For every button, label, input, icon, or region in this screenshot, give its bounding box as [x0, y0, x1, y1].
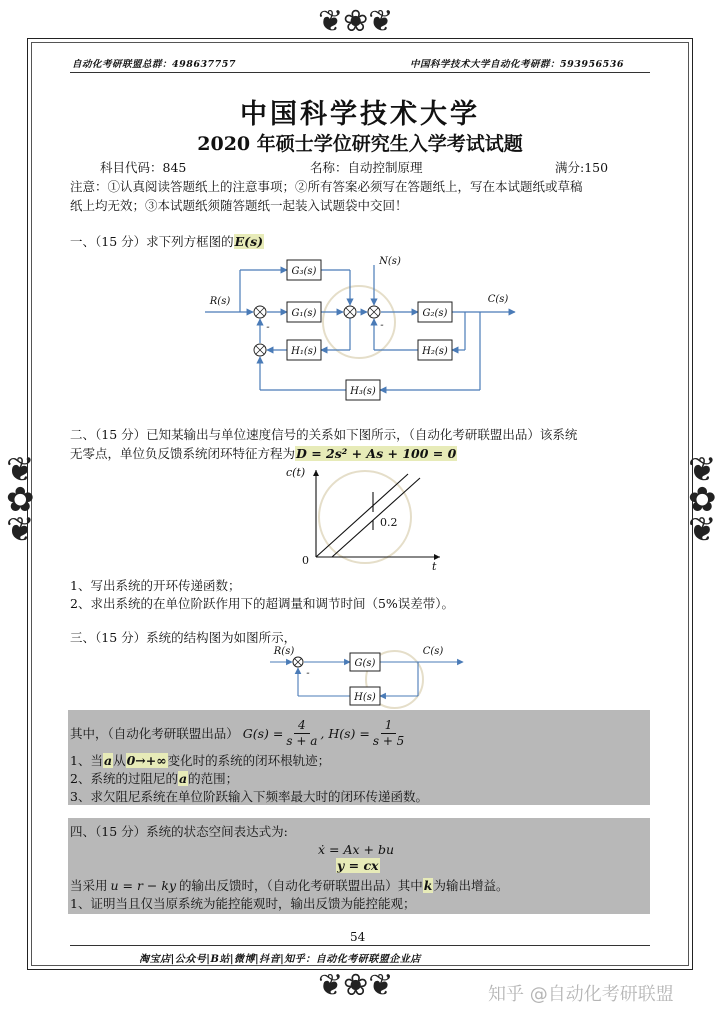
- q1-expr: E(s): [234, 234, 264, 249]
- q2-equation: D = 2s² + As + 100 = 0: [296, 446, 457, 461]
- q1-block-diagram: [200, 250, 530, 410]
- q3-item1-post: 变化时的系统的闭环根轨迹；: [167, 753, 331, 768]
- q3-item2: [70, 769, 238, 788]
- label-g: G(s): [354, 658, 376, 669]
- q4-label: 四、（15 分）系统的状态空间表达式为:: [70, 824, 288, 839]
- q3-label: 三、（15 分）系统的结构图为如图所示，: [70, 630, 297, 645]
- label-n: N(s): [379, 256, 401, 267]
- g-fraction: [286, 718, 317, 749]
- subject-code: 科目代码：845: [100, 160, 187, 175]
- param-a: a: [103, 753, 113, 768]
- q3-item2-post: 的范围；: [188, 771, 239, 786]
- q2-line2: [70, 444, 457, 463]
- footer-rule: [70, 945, 650, 946]
- q3-where-text: 其中，（自动化考研联盟出品）: [70, 726, 239, 741]
- graph-xlabel: t: [432, 560, 437, 572]
- q4-eq1: ẋ = Ax + bu: [318, 842, 395, 857]
- header-rule: [70, 72, 650, 73]
- footer-text: 淘宝店|公众号|B站|微博|抖音|知乎：自动化考研联盟企业店: [139, 954, 421, 965]
- bottom-ornament: ❦❀❦: [318, 968, 394, 1003]
- q4-feedback: u = r − ky: [110, 878, 177, 893]
- g-numerator: 4: [294, 718, 310, 734]
- param-a: a: [178, 771, 188, 786]
- q2-line2-text: 无零点，单位负反馈系统闭环特征方程为: [70, 446, 296, 461]
- label-h3: H₃(s): [350, 386, 376, 397]
- q1-text: 一、（15 分）求下列方框图的: [70, 234, 234, 249]
- label-r: R(s): [273, 646, 295, 657]
- notice-line2: 纸上均无效；③本试题纸须随答题纸一起装入试题袋中交回！: [70, 198, 408, 213]
- q4-line-pre: 当采用: [70, 878, 108, 893]
- q2-line1: 二、（15 分）已知某输出与单位速度信号的关系如下图所示，（自动化考研联盟出品）该系统: [70, 427, 578, 442]
- header-left: 自动化考研联盟总群：498637757: [72, 59, 236, 70]
- subject-name: 名称：自动控制原理: [310, 160, 423, 175]
- q3-item1: [70, 751, 330, 770]
- zhihu-watermark: 知乎 @自动化考研联盟: [488, 984, 674, 1005]
- q3-item2-pre: 2、系统的过阻尼的: [70, 771, 178, 786]
- g-lhs: G(s) =: [242, 726, 284, 741]
- h-numerator: 1: [381, 718, 397, 734]
- h-fraction: [373, 718, 404, 749]
- top-ornament: ❦❀❦: [318, 4, 394, 39]
- label-g2: G₂(s): [422, 308, 448, 319]
- q3-block-diagram: [268, 644, 468, 714]
- q3-item1-mid: 从: [113, 753, 126, 768]
- q3-item1-pre: 1、当: [70, 753, 103, 768]
- header-right: 中国科学技术大学自动化考研群：593956536: [410, 59, 624, 70]
- label-r: R(s): [209, 296, 231, 307]
- label-c: C(s): [422, 646, 444, 657]
- q3-where: [70, 718, 407, 749]
- q4-eq2: y = cx: [337, 858, 379, 873]
- minus-sign: -: [380, 320, 384, 331]
- q4-line: [70, 876, 508, 895]
- param-range: 0→+∞: [126, 753, 167, 768]
- q4-item1: 1、证明当且仅当原系统为能控能观时，输出反馈为能控能观；: [70, 896, 416, 911]
- minus-sign: -: [266, 322, 270, 333]
- label-g3: G₃(s): [291, 266, 317, 277]
- h-denominator: s + 5: [372, 734, 405, 748]
- graph-ylabel: c(t): [286, 466, 306, 479]
- right-ornament: ❦ ✿ ❦: [688, 450, 717, 550]
- label-c: C(s): [487, 294, 509, 305]
- q3-item3: 3、求欠阻尼系统在单位阶跃输入下频率最大时的闭环传递函数。: [70, 789, 428, 804]
- label-h1: H₁(s): [291, 346, 317, 357]
- notice-line1: 注意：①认真阅读答题纸上的注意事项；②所有答案必须写在答题纸上，写在本试题纸或草稿: [70, 179, 583, 194]
- q4-line-post: 为输出增益。: [433, 878, 509, 893]
- q2-response-graph: [280, 462, 450, 572]
- g-denominator: s + a: [286, 734, 318, 748]
- full-score: 满分:150: [555, 160, 609, 175]
- h-lhs: , H(s) =: [320, 726, 370, 741]
- q2-item2: 2、求出系统的在单位阶跃作用下的超调量和调节时间（5%误差带）。: [70, 596, 455, 611]
- university-title: 中国科学技术大学: [240, 99, 480, 130]
- param-k: k: [423, 878, 433, 893]
- minus-sign: -: [306, 668, 310, 679]
- page-number: 54: [350, 930, 366, 944]
- graph-origin: 0: [302, 554, 309, 567]
- label-h2: H₂(s): [422, 346, 448, 357]
- left-ornament: ❦ ✿ ❦: [6, 450, 35, 550]
- graph-offset: 0.2: [380, 516, 398, 529]
- label-h: H(s): [354, 692, 376, 703]
- q2-item1: 1、写出系统的开环传递函数；: [70, 578, 241, 593]
- label-g1: G₁(s): [291, 308, 317, 319]
- q4-eq2-wrap: [336, 856, 380, 875]
- exam-title: 2020 年硕士学位研究生入学考试试题: [197, 133, 523, 155]
- q4-line-mid: 的输出反馈时，（自动化考研联盟出品）其中: [179, 878, 423, 893]
- q1-label: [70, 232, 264, 251]
